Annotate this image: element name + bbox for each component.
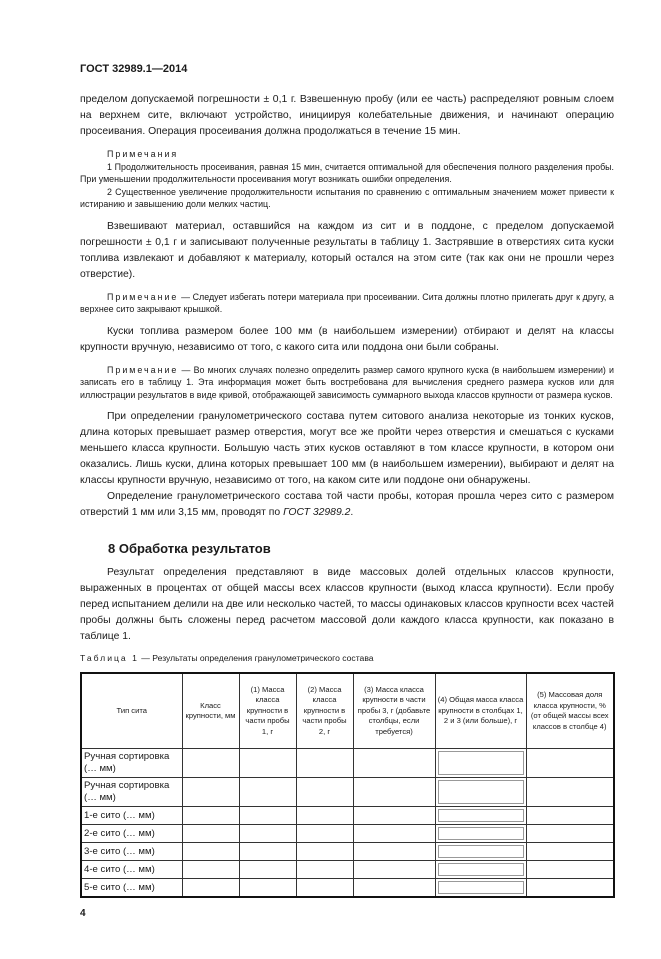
- table-cell: [296, 778, 353, 807]
- table-cell: [182, 778, 239, 807]
- paragraph: При определении гранулометрического состава путем ситового анализа некоторые из тонких кусков, длина которых превышает размер отверстия, могут все же пройти через отверстия и смешаться с кусками меньшего класса крупности. Большую часть этих кусков оставляют в том классе крупности, в котором они оказались. Лишь куски, длина которых превышает 100 мм (в наибольшем измерении), выбирают и делят на классы крупности вручную, независимо от того, на каком сите или поддоне они обнаружены.: [80, 411, 614, 486]
- notes-title: Примечания: [107, 149, 179, 159]
- table-cell: [239, 843, 296, 861]
- note-label: Примечание: [107, 291, 179, 302]
- note: [80, 291, 614, 316]
- col-header: (3) Масса класса крупности в части пробы 3, г (добавьте столбцы, если требуется): [353, 673, 435, 749]
- table-cell: [182, 825, 239, 843]
- table-cell: [526, 861, 614, 879]
- paragraph: Взвешивают материал, оставшийся на каждом из сит и в поддоне, с пределом допускаемой погрешности ± 0,1 г и записывают полученные результаты в таблицу 1. Застрявшие в отверстиях сита куски топлива извлекают и добавляют к материалу, который остался на этом сите (так как они не прошли через отверстие).: [80, 220, 614, 280]
- table-cell: [239, 825, 296, 843]
- note-label: Примечание: [107, 364, 179, 375]
- table-row: [81, 843, 614, 861]
- table-cell: [296, 843, 353, 861]
- sieve-type-cell: 1-е сито (… мм): [81, 807, 182, 825]
- total-mass-field[interactable]: [435, 749, 526, 778]
- table-cell: [182, 749, 239, 778]
- table-cell: [296, 807, 353, 825]
- table-cell: [296, 879, 353, 898]
- table-cell: [526, 778, 614, 807]
- table-cell: [526, 749, 614, 778]
- sieve-type-cell: 5-е сито (… мм): [81, 879, 182, 898]
- table-cell: [353, 825, 435, 843]
- table-cell: [239, 778, 296, 807]
- col-header: (1) Масса класса крупности в части пробы 1, г: [239, 673, 296, 749]
- col-header: Класс крупности, мм: [182, 673, 239, 749]
- table-cell: [526, 843, 614, 861]
- total-mass-field[interactable]: [435, 825, 526, 843]
- table-row: [81, 807, 614, 825]
- table-caption-text: — Результаты определения гранулометрического состава: [138, 653, 374, 663]
- table-cell: [182, 861, 239, 879]
- table-caption: [80, 653, 614, 664]
- page-number: 4: [80, 908, 86, 919]
- sieve-type-cell: 4-е сито (… мм): [81, 861, 182, 879]
- table-cell: [353, 879, 435, 898]
- table-cell: [526, 807, 614, 825]
- table-cell: [353, 843, 435, 861]
- table-cell: [353, 861, 435, 879]
- note-text: — Во многих случаях полезно определить размер самого крупного куска (в наибольшем измерении) и записать его в таблицу 1. Эта информация может быть востребована для вычисления среднего размера кусков или для иллюстрации результатов в виде кривой, отображающей зависимость суммарного выхода классов крупности от размера кусков.: [80, 364, 614, 400]
- note-1: 1 Продолжительность просеивания, равная 15 мин, считается оптимальной для обеспечения полного разделения пробы. При уменьшении продолжительности просеивания могут возникать ошибки определения.: [80, 161, 614, 184]
- table-cell: [239, 879, 296, 898]
- total-mass-field[interactable]: [435, 879, 526, 898]
- paragraph: Определение гранулометрического состава той части пробы, которая прошла через сито с размером отверстий 1 мм или 3,15 мм, проводят по ГОСТ 32989.2.: [80, 491, 614, 518]
- col-header: Тип сита: [81, 673, 182, 749]
- table-cell: [526, 825, 614, 843]
- table-cell: [182, 843, 239, 861]
- paragraph: Куски топлива размером более 100 мм (в наибольшем измерении) отбирают и делят на классы крупности вручную, независимо от того, с какого сита или поддона они были собраны.: [80, 325, 614, 353]
- sieve-type-cell: Ручная сортировка (… мм): [81, 778, 182, 807]
- total-mass-field[interactable]: [435, 807, 526, 825]
- col-header: (2) Масса класса крупности в части пробы 2, г: [296, 673, 353, 749]
- table-cell: [296, 861, 353, 879]
- notes: [80, 148, 614, 211]
- sieve-type-cell: 3-е сито (… мм): [81, 843, 182, 861]
- table-cell: [239, 749, 296, 778]
- total-mass-field[interactable]: [435, 843, 526, 861]
- paragraph: пределом допускаемой погрешности ± 0,1 г. Взвешенную пробу (или ее часть) распределяют ровным слоем на верхнем сите, включают устройство, инициируя колебательные движения, и начинают операцию просеивания. Операция просеивания должна продолжаться в течение 15 мин.: [80, 94, 614, 137]
- note: [80, 364, 614, 402]
- table-row: [81, 778, 614, 807]
- table-cell: [182, 807, 239, 825]
- table-cell: [353, 807, 435, 825]
- col-header: (5) Массовая доля класса крупности, % (от общей массы всех классов в столбце 4): [526, 673, 614, 749]
- sieve-type-cell: Ручная сортировка (… мм): [81, 749, 182, 778]
- sieve-type-cell: 2-е сито (… мм): [81, 825, 182, 843]
- table-cell: [296, 825, 353, 843]
- col-header: (4) Общая масса класса крупности в столбцах 1, 2 и 3 (или больше), г: [435, 673, 526, 749]
- paragraph: Результат определения представляют в виде массовых долей отдельных классов крупности, выраженных в процентах от общей массы всех классов крупности (выход класса крупности). Если пробу перед испытанием делили на две или несколько частей, то массы одинаковых классов крупности всех частей пробы должны быть сложены перед расчетом массовой доли каждого класса крупности, как показано в таблице 1.: [80, 567, 614, 642]
- table-cell: [296, 749, 353, 778]
- table-cell: [353, 749, 435, 778]
- table-cell: [182, 879, 239, 898]
- table-row: [81, 879, 614, 898]
- total-mass-field[interactable]: [435, 861, 526, 879]
- table-cell: [353, 778, 435, 807]
- table-row: [81, 825, 614, 843]
- table-header-row: [81, 673, 614, 749]
- table-cell: [239, 861, 296, 879]
- table-cell: [526, 879, 614, 898]
- table-row: [81, 861, 614, 879]
- section-title: 8 Обработка результатов: [108, 541, 271, 556]
- note-2: 2 Существенное увеличение продолжительности испытания по сравнению с оптимальным значением может привести к истиранию и завышению доли мелких частиц.: [80, 186, 614, 209]
- table-cell: [239, 807, 296, 825]
- table-row: [81, 749, 614, 778]
- results-table: [80, 672, 615, 898]
- note-text: — Следует избегать потери материала при просеивании. Сита должны плотно прилегать друг к другу, а верхнее сито закрывают крышкой.: [80, 291, 614, 314]
- document-header: ГОСТ 32989.1—2014: [80, 63, 188, 75]
- paragraph-text: Определение гранулометрического состава той части пробы, которая прошла через сито с размером отверстий 1 мм или 3,15 мм, проводят по: [80, 491, 614, 518]
- table-caption-label: Таблица 1: [80, 653, 139, 663]
- total-mass-field[interactable]: [435, 778, 526, 807]
- gost-reference[interactable]: ГОСТ 32989.2: [283, 507, 351, 518]
